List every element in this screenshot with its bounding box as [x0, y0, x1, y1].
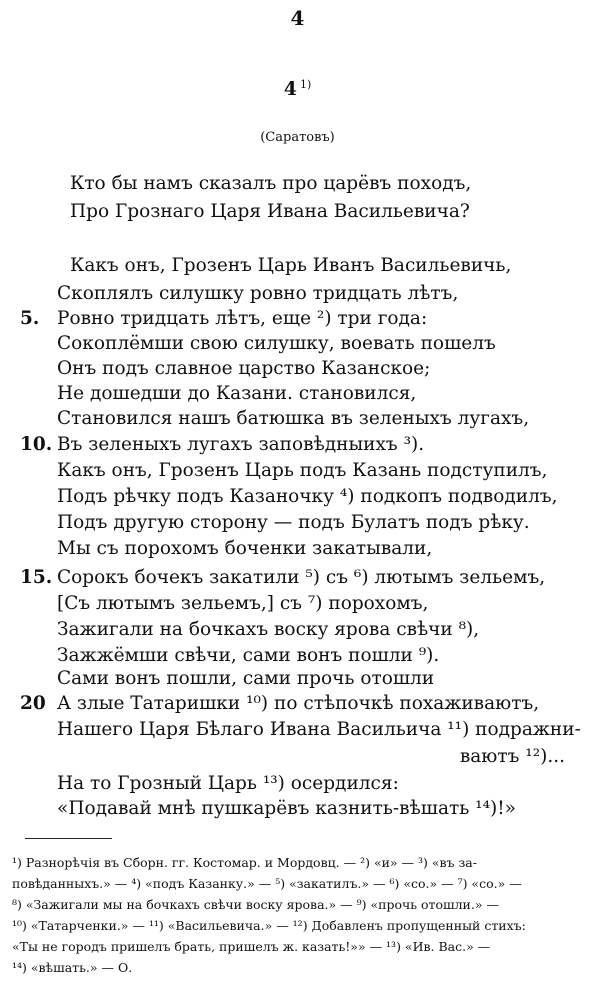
verse-text: Какъ онъ, Грозенъ Царь Иванъ Васильевичь,	[70, 255, 512, 276]
verse-text: Кто бы намъ сказалъ про царёвъ походъ,	[70, 173, 472, 194]
place-label: (Саратовъ)	[260, 130, 335, 145]
verse-text: Подъ другую сторону — подъ Булатъ подъ рѣку.	[57, 512, 530, 533]
verse-number: 10.	[20, 434, 53, 455]
footnote-line: ¹⁰) «Татарченки.» — ¹¹) «Васильевича.» — ¹²) Добавленъ пропущенный стихъ:	[12, 918, 526, 933]
verse-text: Скоплялъ силушку ровно тридцать лѣтъ,	[57, 283, 459, 304]
verse-text: Подъ рѣчку подъ Казаночку ⁴) подкопъ подводилъ,	[57, 486, 558, 507]
verse-number: 20	[20, 693, 46, 714]
verse-text: Сокоплёмши свою силушку, воевать пошелъ	[57, 333, 496, 354]
verse-text: На то Грозный Царь ¹³) осердился:	[57, 773, 399, 794]
footnote-line: ⁸) «Зажигали мы на бочкахъ свѣчи воску ярова.» — ⁹) «прочь отошли.» —	[12, 897, 499, 912]
verse-text: Какъ онъ, Грозенъ Царь подъ Казань подступилъ,	[57, 460, 548, 481]
poem-number	[0, 78, 595, 100]
verse-number: 15.	[20, 567, 53, 588]
verse-text: Не дошедши до Казани. становился,	[57, 383, 417, 404]
verse-text: Сорокъ бочекъ закатили ⁵) съ ⁶) лютымъ зельемъ,	[57, 567, 546, 588]
verse-text: Про Грознаго Царя Ивана Васильевича?	[70, 201, 470, 222]
poem-number-note-ref: 1)	[299, 77, 312, 91]
verse-text: Зажжёмши свѣчи, сами вонъ пошли ⁹).	[57, 645, 440, 666]
verse-text: Ровно тридцать лѣтъ, еще ²) три года:	[57, 308, 428, 329]
footnote-line: «Ты не городъ пришелъ брать, пришелъ ж. казать!»» — ¹³) «Ив. Вас.» —	[12, 939, 491, 954]
verse-text: Сами вонъ пошли, сами прочь отошли	[57, 668, 435, 689]
footnote-line: ¹⁴) «вѣшать.» — О.	[12, 960, 133, 975]
verse-number: 5.	[20, 308, 40, 329]
poem-number-value: 4	[283, 78, 297, 100]
verse-text: Зажигали на бочкахъ воску ярова свѣчи ⁸),	[57, 619, 480, 640]
verse-text: Становился нашъ батюшка въ зеленыхъ лугахъ,	[57, 408, 530, 429]
page-number: 4	[290, 6, 305, 30]
verse-text: Мы съ порохомъ боченки закатывали,	[57, 538, 433, 559]
footnote-line: ¹) Разнорѣчія въ Сборн. гг. Костомар. и Мордовц. — ²) «и» — ³) «въ за-	[12, 855, 477, 870]
footnote-line: повѣданныхъ.» — ⁴) «подъ Казанку.» — ⁵) «закатилъ.» — ⁶) «со.» — ⁷) «со.» —	[12, 876, 522, 891]
verse-text: [Съ лютымъ зельемъ,] съ ⁷) порохомъ,	[57, 593, 429, 614]
verse-text: ваютъ ¹²)...	[459, 746, 565, 767]
verse-text: Нашего Царя Бѣлаго Ивана Васильича ¹¹) подражни-	[57, 719, 581, 740]
verse-text: А злые Татаришки ¹⁰) по стѣпочкѣ похаживаютъ,	[57, 693, 540, 714]
verse-text: Въ зеленыхъ лугахъ заповѣдныихъ ³).	[57, 434, 425, 455]
verse-text: Онъ подъ славное царство Казанское;	[57, 358, 431, 379]
verse-line-continuation	[0, 743, 565, 771]
footnote-rule	[25, 838, 112, 839]
verse-text: «Подавай мнѣ пушкарёвъ казнить-вѣшать ¹⁴)!»	[57, 798, 516, 819]
